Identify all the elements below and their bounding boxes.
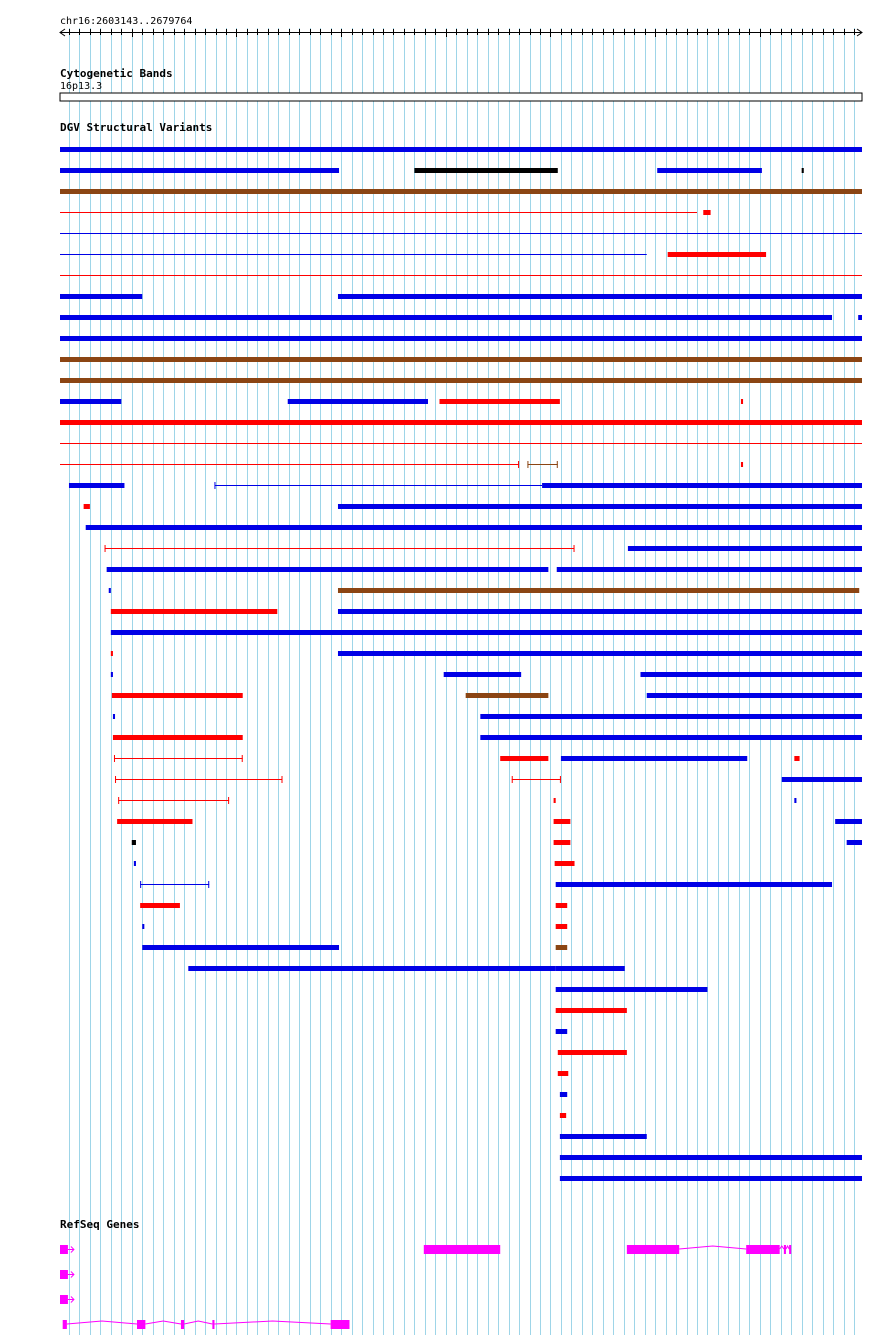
variant-bar[interactable] (338, 609, 862, 614)
gene-exon[interactable] (60, 1270, 68, 1279)
variant-bar[interactable] (554, 840, 571, 845)
variant-bar[interactable] (132, 840, 136, 845)
structural-variant[interactable] (480, 714, 862, 719)
variant-bar[interactable] (111, 672, 113, 677)
variant-bar[interactable] (60, 189, 862, 194)
variant-bar[interactable] (60, 357, 862, 362)
structural-variant[interactable] (338, 294, 862, 299)
variant-bar[interactable] (60, 399, 121, 404)
structural-variant[interactable] (60, 315, 832, 320)
variant-bar[interactable] (113, 735, 243, 740)
structural-variant[interactable] (560, 1113, 566, 1118)
gene-exon[interactable] (181, 1320, 184, 1329)
structural-variant[interactable] (858, 315, 862, 320)
structural-variant[interactable] (556, 924, 568, 929)
variant-bar[interactable] (444, 672, 521, 677)
cytoband-track-title: Cytogenetic Bands (60, 67, 173, 80)
structural-variant[interactable] (60, 399, 121, 404)
variant-bar[interactable] (142, 924, 144, 929)
structural-variant[interactable] (105, 545, 575, 552)
dgv-variant-track[interactable] (60, 147, 862, 1181)
variant-bar[interactable] (560, 1134, 647, 1139)
variant-bar[interactable] (554, 819, 571, 824)
structural-variant[interactable] (555, 861, 575, 866)
variant-bar[interactable] (107, 567, 549, 572)
variant-bar[interactable] (140, 903, 180, 908)
gene-intron (786, 1246, 789, 1249)
structural-variant[interactable] (338, 588, 859, 593)
variant-bar[interactable] (657, 168, 762, 173)
structural-variant[interactable] (557, 567, 862, 572)
structural-variant[interactable] (60, 357, 862, 362)
grid-lines (70, 28, 855, 1335)
variant-bar[interactable] (466, 693, 549, 698)
variant-bar[interactable] (556, 987, 708, 992)
structural-variant[interactable] (703, 210, 710, 215)
structural-variant[interactable] (640, 672, 862, 677)
structural-variant[interactable] (560, 1134, 647, 1139)
structural-variant[interactable] (542, 483, 862, 488)
variant-bar[interactable] (560, 1113, 566, 1118)
refseq-gene[interactable] (60, 1295, 74, 1304)
variant-bar[interactable] (60, 336, 862, 341)
structural-variant[interactable] (556, 987, 708, 992)
structural-variant[interactable] (556, 903, 568, 908)
structural-variant[interactable] (112, 693, 243, 698)
structural-variant[interactable] (338, 651, 862, 656)
variant-bar[interactable] (288, 399, 428, 404)
structural-variant[interactable] (560, 1155, 862, 1160)
structural-variant[interactable] (288, 399, 428, 404)
strand-arrow-icon (68, 1297, 74, 1303)
structural-variant[interactable] (414, 168, 557, 173)
structural-variant[interactable] (556, 966, 625, 971)
refseq-gene[interactable] (63, 1320, 350, 1329)
structural-variant[interactable] (554, 840, 571, 845)
structural-variant[interactable] (668, 252, 766, 257)
structural-variant[interactable] (69, 483, 124, 488)
gene-exon[interactable] (63, 1320, 67, 1329)
structural-variant[interactable] (113, 735, 243, 740)
gene-exon[interactable] (424, 1245, 500, 1254)
variant-bar[interactable] (111, 609, 277, 614)
variant-bar[interactable] (628, 546, 862, 551)
variant-bar[interactable] (440, 399, 560, 404)
variant-bar[interactable] (560, 1092, 567, 1097)
structural-variant[interactable] (794, 756, 799, 761)
variant-bar[interactable] (117, 819, 192, 824)
structural-variant[interactable] (113, 714, 115, 719)
structural-variant[interactable] (558, 1071, 568, 1076)
variant-bar[interactable] (480, 714, 862, 719)
variant-bar[interactable] (557, 567, 862, 572)
structural-variant[interactable] (440, 399, 560, 404)
gene-exon[interactable] (784, 1245, 786, 1254)
gene-exon[interactable] (331, 1320, 350, 1329)
structural-variant[interactable] (527, 461, 557, 468)
variant-bar[interactable] (414, 168, 557, 173)
variant-bar[interactable] (556, 882, 832, 887)
structural-variant[interactable] (214, 482, 542, 489)
variant-bar[interactable] (556, 945, 568, 950)
structural-variant[interactable] (480, 735, 862, 740)
strand-arrow-icon (68, 1247, 74, 1253)
variant-bar[interactable] (640, 672, 862, 677)
structural-variant[interactable] (794, 798, 796, 803)
structural-variant[interactable] (60, 420, 862, 425)
structural-variant[interactable] (802, 168, 804, 173)
variant-bar[interactable] (142, 945, 339, 950)
structural-variant[interactable] (111, 609, 277, 614)
structural-variant[interactable] (134, 861, 136, 866)
structural-variant[interactable] (142, 945, 339, 950)
variant-bar[interactable] (542, 483, 862, 488)
structural-variant[interactable] (338, 504, 862, 509)
variant-bar[interactable] (112, 693, 243, 698)
variant-bar[interactable] (556, 966, 625, 971)
structural-variant[interactable] (556, 882, 832, 887)
structural-variant[interactable] (111, 630, 862, 635)
variant-bar[interactable] (84, 504, 90, 509)
position-ruler[interactable] (60, 29, 862, 37)
cytoband-ideogram[interactable] (60, 93, 862, 101)
structural-variant[interactable] (86, 525, 862, 530)
variant-bar[interactable] (556, 1029, 568, 1034)
variant-bar[interactable] (109, 588, 111, 593)
gene-exon[interactable] (137, 1320, 145, 1329)
structural-variant[interactable] (84, 504, 90, 509)
variant-bar[interactable] (858, 315, 862, 320)
refseq-gene[interactable] (627, 1245, 791, 1254)
variant-bar[interactable] (556, 903, 568, 908)
variant-bar[interactable] (111, 630, 862, 635)
variant-bar[interactable] (111, 651, 113, 656)
gene-exon[interactable] (789, 1245, 791, 1254)
structural-variant[interactable] (500, 756, 548, 761)
gene-intron (679, 1246, 746, 1249)
variant-bar[interactable] (794, 756, 799, 761)
refseq-gene[interactable] (60, 1245, 74, 1254)
variant-bar[interactable] (560, 1155, 862, 1160)
variant-bar[interactable] (338, 651, 862, 656)
variant-bar[interactable] (60, 420, 862, 425)
variant-bar[interactable] (558, 1071, 568, 1076)
gene-exon[interactable] (60, 1295, 68, 1304)
variant-bar[interactable] (69, 483, 124, 488)
variant-bar[interactable] (555, 861, 575, 866)
gene-intron (184, 1321, 212, 1324)
structural-variant[interactable] (554, 819, 571, 824)
structural-variant[interactable] (142, 924, 144, 929)
variant-bar[interactable] (113, 714, 115, 719)
variant-bar[interactable] (561, 756, 747, 761)
structural-variant[interactable] (556, 1029, 568, 1034)
structural-variant[interactable] (114, 755, 243, 762)
gene-exon[interactable] (627, 1245, 679, 1254)
structural-variant[interactable] (109, 588, 111, 593)
variant-bar[interactable] (782, 777, 862, 782)
variant-bar[interactable] (60, 294, 142, 299)
structural-variant[interactable] (835, 819, 862, 824)
structural-variant[interactable] (117, 819, 192, 824)
variant-bar[interactable] (647, 693, 862, 698)
variant-bar[interactable] (835, 819, 862, 824)
structural-variant[interactable] (338, 609, 862, 614)
variant-bar[interactable] (134, 861, 136, 866)
variant-bar[interactable] (188, 966, 555, 971)
strand-arrow-icon (68, 1272, 74, 1278)
variant-bar[interactable] (794, 798, 796, 803)
structural-variant[interactable] (60, 336, 862, 341)
gene-intron (67, 1321, 137, 1324)
region-label: chr16:2603143..2679764 (60, 16, 193, 27)
structural-variant[interactable] (111, 651, 113, 656)
structural-variant[interactable] (556, 1008, 627, 1013)
structural-variant[interactable] (560, 1092, 567, 1097)
variant-bar[interactable] (338, 504, 862, 509)
variant-bar[interactable] (60, 147, 862, 152)
structural-variant[interactable] (444, 672, 521, 677)
gene-exon[interactable] (60, 1245, 68, 1254)
structural-variant[interactable] (782, 777, 862, 782)
variant-bar[interactable] (60, 378, 862, 383)
structural-variant[interactable] (107, 567, 549, 572)
structural-variant[interactable] (847, 840, 862, 845)
structural-variant[interactable] (560, 1176, 862, 1181)
refseq-track-title: RefSeq Genes (60, 1218, 140, 1231)
variant-bar[interactable] (703, 210, 710, 215)
structural-variant[interactable] (188, 966, 555, 971)
variant-bar[interactable] (741, 462, 743, 467)
structural-variant[interactable] (60, 168, 339, 173)
structural-variant[interactable] (647, 693, 862, 698)
structural-variant[interactable] (118, 797, 229, 804)
variant-bar[interactable] (86, 525, 862, 530)
structural-variant[interactable] (657, 168, 762, 173)
variant-bar[interactable] (847, 840, 862, 845)
structural-variant[interactable] (132, 840, 136, 845)
variant-bar[interactable] (556, 1008, 627, 1013)
structural-variant[interactable] (558, 1050, 627, 1055)
variant-bar[interactable] (668, 252, 766, 257)
variant-bar[interactable] (556, 924, 568, 929)
variant-bar[interactable] (338, 588, 859, 593)
variant-bar[interactable] (741, 399, 743, 404)
refseq-gene[interactable] (60, 1270, 74, 1279)
variant-bar[interactable] (60, 168, 339, 173)
structural-variant[interactable] (554, 798, 556, 803)
structural-variant[interactable] (556, 945, 568, 950)
structural-variant[interactable] (741, 462, 743, 467)
refseq-gene[interactable] (424, 1245, 500, 1254)
variant-bar[interactable] (60, 315, 832, 320)
structural-variant[interactable] (741, 399, 743, 404)
variant-bar[interactable] (560, 1176, 862, 1181)
structural-variant[interactable] (466, 693, 549, 698)
variant-bar[interactable] (480, 735, 862, 740)
variant-bar[interactable] (558, 1050, 627, 1055)
variant-bar[interactable] (554, 798, 556, 803)
cytoband-label: 16p13.3 (60, 81, 103, 92)
structural-variant[interactable] (111, 672, 113, 677)
structural-variant[interactable] (628, 546, 862, 551)
structural-variant[interactable] (60, 294, 142, 299)
structural-variant[interactable] (140, 903, 180, 908)
structural-variant[interactable] (60, 147, 862, 152)
variant-bar[interactable] (802, 168, 804, 173)
variant-bar[interactable] (500, 756, 548, 761)
variant-bar[interactable] (338, 294, 862, 299)
structural-variant[interactable] (60, 378, 862, 383)
gene-exon[interactable] (746, 1245, 779, 1254)
structural-variant[interactable] (60, 189, 862, 194)
structural-variant[interactable] (561, 756, 747, 761)
dgv-track-title: DGV Structural Variants (60, 121, 213, 134)
gene-intron (214, 1321, 330, 1324)
gene-exon[interactable] (212, 1320, 214, 1329)
